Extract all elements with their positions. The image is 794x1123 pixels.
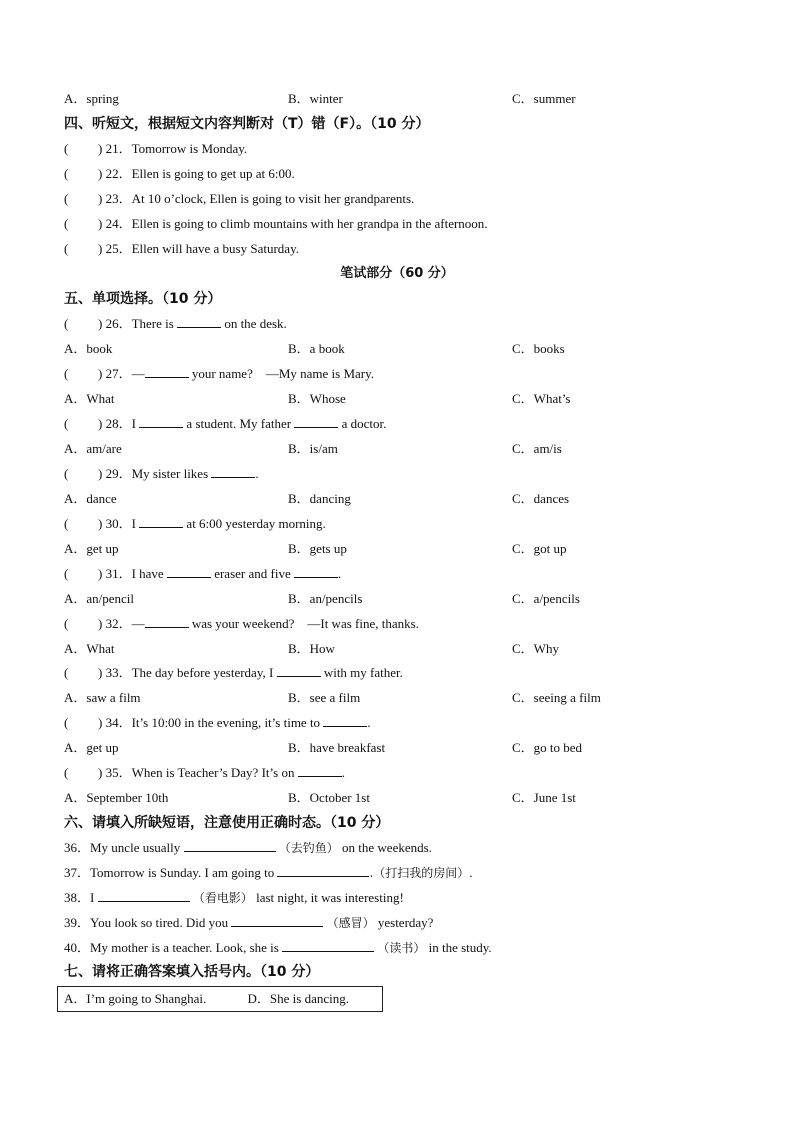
true-false-item: ( ) 22．Ellen is going to get up at 6:00. [64,166,295,181]
section-4-heading: 四、听短文，根据短文内容判断对（T）错（F）。（10 分） [64,116,430,132]
question-33: ( ) 33．The day before yesterday, I with my father. [64,665,403,680]
option-c: C．got up [512,541,567,556]
question-27: ( ) 27．— your name? —My name is Mary. [64,366,375,381]
question-35: ( ) 35．When is Teacher’s Day? It’s on . [64,765,345,780]
option-a: A．spring [64,91,119,106]
option-b: B．Whose [288,391,346,406]
option-c: C．Why [512,641,559,656]
option-a: A．get up [64,541,119,556]
answer-choices-box [57,986,383,1012]
option-c: C．books [512,341,565,356]
option-a: A．September 10th [64,790,169,805]
option-a: A．saw a film [64,690,141,705]
option-a: A．am/are [64,441,122,456]
fill-in-item: 36．My uncle usually （去钓鱼） on the weekends. [64,840,432,855]
section-5-heading: 五、单项选择。（10 分） [64,291,222,307]
question-30: ( ) 30．I at 6:00 yesterday morning. [64,516,326,531]
choice-a: A．I’m going to Shanghai. [64,991,207,1006]
fill-in-item: 39．You look so tired. Did you （感冒） yesterday? [64,915,434,930]
fill-in-item: 40．My mother is a teacher. Look, she is （读书） in the study. [64,940,492,955]
section-6-heading: 六、请填入所缺短语，注意使用正确时态。（10 分） [64,815,390,831]
true-false-item: ( ) 23．At 10 o’clock, Ellen is going to visit her grandparents. [64,191,415,206]
option-a: A．book [64,341,113,356]
option-c: C．seeing a film [512,690,601,705]
option-a: A．What [64,641,115,656]
option-a: A．What [64,391,115,406]
true-false-item: ( ) 25．Ellen will have a busy Saturday. [64,241,299,256]
section-7-heading: 七、请将正确答案填入括号内。（10 分） [64,964,320,980]
question-31: ( ) 31．I have eraser and five . [64,566,342,581]
written-part-heading: 笔试部分（60 分） [340,266,454,281]
option-b: B．dancing [288,491,351,506]
option-c: C．June 1st [512,790,576,805]
question-29: ( ) 29．My sister likes . [64,466,259,481]
true-false-item: ( ) 21．Tomorrow is Monday. [64,141,248,156]
option-a: A．dance [64,491,117,506]
choice-d: D．She is dancing. [247,991,349,1006]
fill-in-item: 37．Tomorrow is Sunday. I am going to .（打扫我的房间）. [64,865,473,880]
option-b: B．October 1st [288,790,370,805]
option-c: C．am/is [512,441,562,456]
question-34: ( ) 34．It’s 10:00 in the evening, it’s time to . [64,715,371,730]
option-c: C．What’s [512,391,571,406]
true-false-item: ( ) 24．Ellen is going to climb mountains with her grandpa in the afternoon. [64,216,488,231]
question-26: ( ) 26．There is on the desk. [64,316,287,331]
option-b: B．an/pencils [288,591,363,606]
option-a: A．an/pencil [64,591,135,606]
option-c: C．a/pencils [512,591,580,606]
option-a: A．get up [64,740,119,755]
option-b: B．gets up [288,541,347,556]
option-b: B．see a film [288,690,361,705]
option-c: C．summer [512,91,576,106]
question-32: ( ) 32．— was your weekend? —It was fine, thanks. [64,616,419,631]
option-c: C．go to bed [512,740,583,755]
option-b: B．a book [288,341,345,356]
question-28: ( ) 28．I a student. My father a doctor. [64,416,387,431]
option-b: B．have breakfast [288,740,386,755]
fill-in-item: 38．I （看电影） last night, it was interesting! [64,890,404,905]
option-b: B．is/am [288,441,338,456]
option-b: B．winter [288,91,343,106]
option-c: C．dances [512,491,570,506]
option-b: B．How [288,641,335,656]
